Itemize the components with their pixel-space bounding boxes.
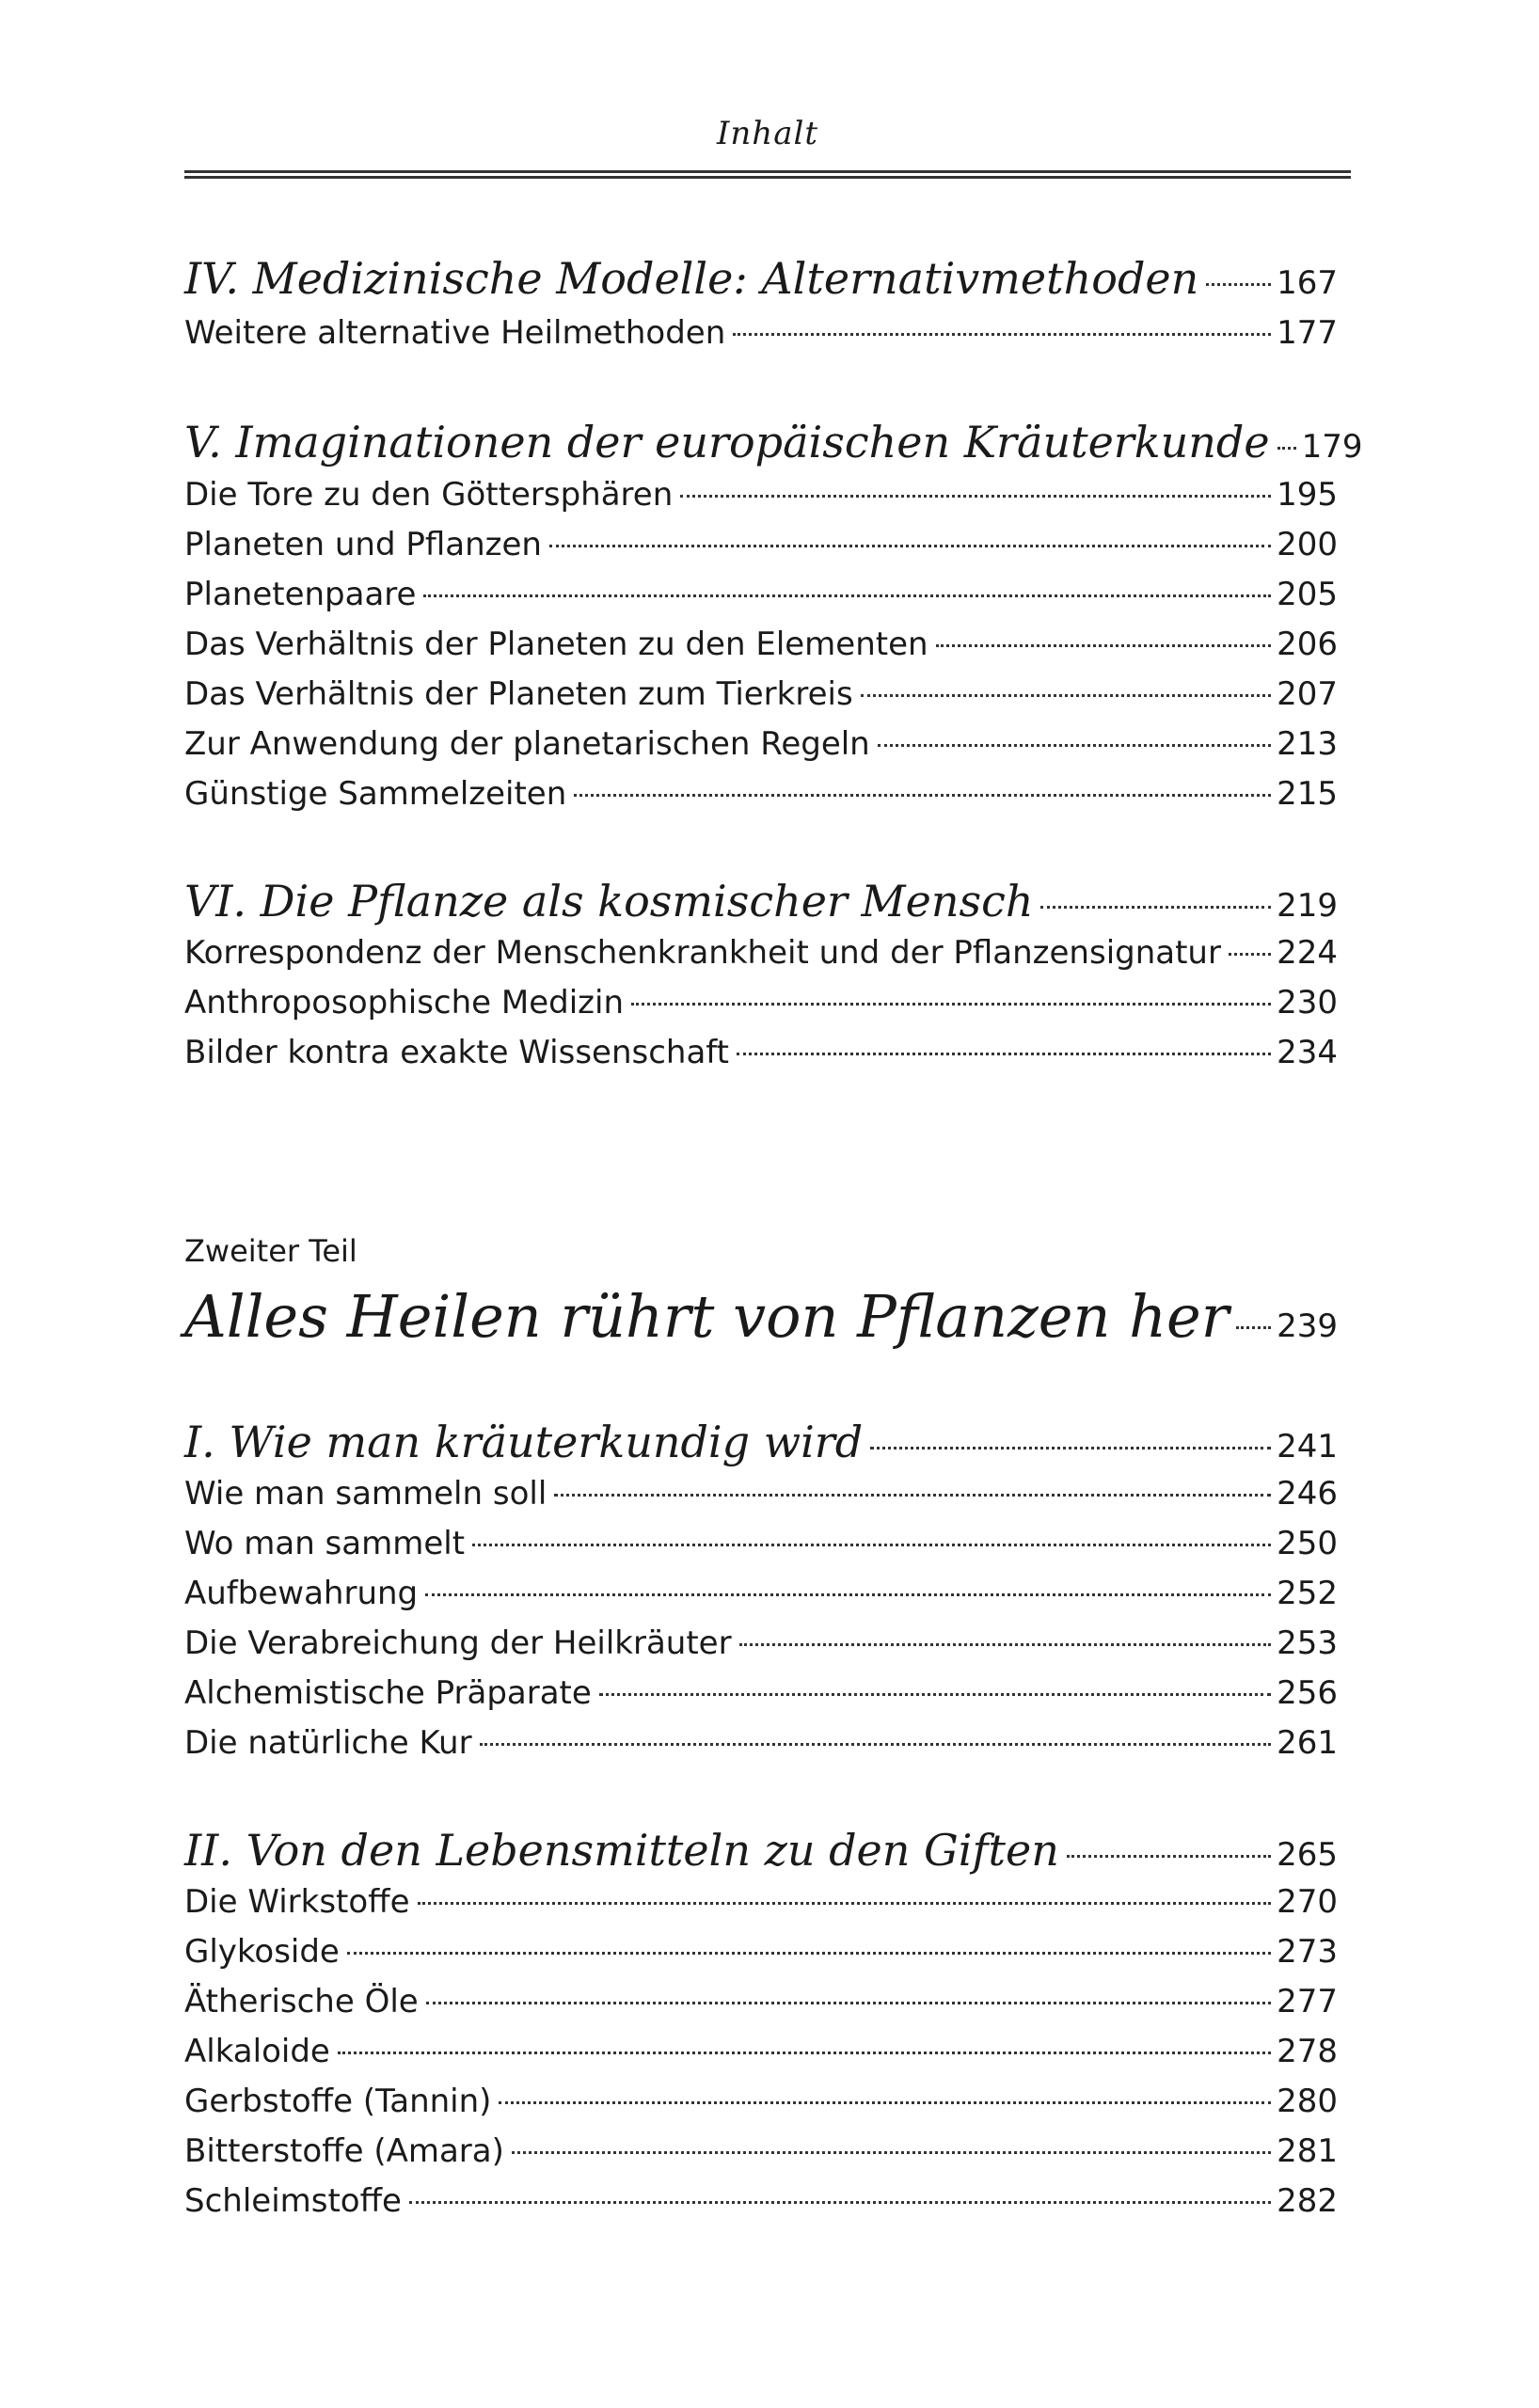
dot-leader — [631, 1003, 1271, 1006]
toc-page-number: 261 — [1277, 1724, 1338, 1762]
part-label: Zweiter Teil — [184, 1233, 357, 1269]
toc-page-number: 280 — [1277, 2083, 1338, 2120]
toc-chapter-6 — [184, 873, 1338, 929]
book-page — [184, 0, 1363, 2408]
toc-entry — [184, 472, 1338, 517]
toc-entry — [184, 1671, 1338, 1716]
dot-leader — [512, 2151, 1271, 2154]
dot-leader — [739, 1643, 1272, 1646]
toc-entry-title: Korrespondenz der Menschenkrankheit und der Pflanzensignatur — [184, 934, 1221, 972]
toc-entry-title: Alchemistische Präparate — [184, 1674, 592, 1712]
dot-leader — [472, 1544, 1271, 1546]
toc-entry — [184, 1979, 1338, 2024]
dot-leader — [480, 1743, 1272, 1746]
toc-entry — [184, 771, 1338, 816]
toc-entry-title: Bitterstoffe (Amara) — [184, 2132, 504, 2170]
toc-page-number: 253 — [1277, 1624, 1338, 1662]
dot-leader — [418, 1902, 1272, 1905]
toc-entry — [184, 721, 1338, 767]
toc-entry — [184, 1929, 1338, 1974]
toc-page-number: 270 — [1277, 1883, 1338, 1921]
dot-leader — [936, 644, 1272, 647]
dot-leader — [1277, 447, 1296, 450]
toc-entry-title: Die Tore zu den Göttersphären — [184, 476, 674, 514]
toc-entry-title: Wo man sammelt — [184, 1525, 466, 1562]
toc-page-number: 239 — [1277, 1307, 1338, 1345]
dot-leader — [733, 333, 1271, 336]
dot-leader — [554, 1494, 1271, 1497]
toc-page-number: 206 — [1277, 626, 1338, 663]
toc-entry-title: Glykoside — [184, 1933, 340, 1971]
toc-entry — [184, 1571, 1338, 1616]
toc-part-title: Alles Heilen rührt von Pflanzen her — [184, 1282, 1230, 1351]
toc-entry-title: Bilder kontra exakte Wissenschaft — [184, 1034, 730, 1071]
toc-entry — [184, 522, 1338, 567]
dot-leader — [870, 1447, 1271, 1450]
toc-entry — [184, 1521, 1338, 1566]
toc-page-number: 277 — [1277, 1983, 1338, 2020]
dot-leader — [1206, 283, 1271, 286]
toc-entry-title: Die natürliche Kur — [184, 1724, 472, 1762]
dot-leader — [1040, 906, 1271, 909]
toc-entry-title: Wie man sammeln soll — [184, 1475, 547, 1513]
dot-leader — [1067, 1855, 1271, 1858]
toc-chapter-title: II. Von den Lebensmitteln zu den Giften — [184, 1825, 1059, 1876]
toc-page-number: 252 — [1277, 1575, 1338, 1612]
toc-entry — [184, 980, 1338, 1025]
dot-leader — [1229, 953, 1271, 956]
dot-leader — [338, 2052, 1271, 2054]
toc-page-number: 207 — [1277, 675, 1338, 713]
toc-entry-title: Schleimstoffe — [184, 2182, 402, 2220]
toc-page-number: 215 — [1277, 775, 1338, 813]
toc-page-number: 278 — [1277, 2033, 1338, 2070]
toc-entry — [184, 1879, 1338, 1925]
toc-entry-title: Planetenpaare — [184, 576, 417, 613]
toc-chapter-title: IV. Medizinische Modelle: Alternativmethoden — [184, 253, 1199, 304]
toc-entry — [184, 672, 1338, 717]
toc-page-number: 205 — [1277, 576, 1338, 613]
toc-entry-title: Das Verhältnis der Planeten zu den Elementen — [184, 626, 928, 663]
toc-entry — [184, 1720, 1338, 1766]
dot-leader — [347, 1952, 1271, 1955]
toc-entry — [184, 1621, 1338, 1666]
toc-entry — [184, 2178, 1338, 2224]
toc-page-number: 177 — [1277, 314, 1338, 352]
toc-chapter-5 — [184, 414, 1363, 470]
toc-part2-chapter-2 — [184, 1822, 1338, 1878]
toc-page-number: 282 — [1277, 2182, 1338, 2220]
running-header: Inhalt — [716, 115, 819, 152]
toc-entry-title: Aufbewahrung — [184, 1575, 419, 1612]
toc-entry — [184, 1471, 1338, 1516]
toc-page-number: 179 — [1301, 428, 1363, 466]
toc-entry-title: Günstige Sammelzeiten — [184, 775, 567, 813]
toc-page-number: 219 — [1277, 887, 1338, 925]
dot-leader — [499, 2101, 1271, 2104]
dot-leader — [737, 1053, 1271, 1055]
dot-leader — [426, 2002, 1271, 2004]
toc-entry — [184, 572, 1338, 617]
dot-leader — [423, 594, 1271, 597]
toc-page-number: 224 — [1277, 934, 1338, 972]
dot-leader — [425, 1593, 1271, 1596]
toc-page-number: 213 — [1277, 725, 1338, 763]
toc-page-number: 241 — [1277, 1428, 1338, 1465]
dot-leader — [409, 2201, 1271, 2204]
toc-page-number: 265 — [1277, 1836, 1338, 1874]
dot-leader — [574, 794, 1271, 797]
toc-entry — [184, 930, 1338, 975]
toc-part2-chapter-1 — [184, 1414, 1338, 1470]
toc-entry-title: Zur Anwendung der planetarischen Regeln — [184, 725, 870, 763]
toc-entry-title: Die Wirkstoffe — [184, 1883, 410, 1921]
toc-page-number: 230 — [1277, 984, 1338, 1022]
toc-page-number: 195 — [1277, 476, 1338, 514]
dot-leader — [1236, 1326, 1271, 1329]
toc-entry — [184, 2029, 1338, 2074]
toc-page-number: 200 — [1277, 526, 1338, 563]
toc-page-number: 256 — [1277, 1674, 1338, 1712]
toc-page-number: 234 — [1277, 1034, 1338, 1071]
toc-entry-title: Alkaloide — [184, 2033, 330, 2070]
dot-leader — [680, 495, 1271, 498]
dot-leader — [549, 545, 1271, 547]
toc-chapter-4 — [184, 250, 1338, 307]
toc-page-number: 281 — [1277, 2132, 1338, 2170]
toc-entry-title: Weitere alternative Heilmethoden — [184, 314, 726, 352]
toc-entry — [184, 622, 1338, 667]
toc-entry — [184, 1030, 1338, 1075]
toc-entry-title: Ätherische Öle — [184, 1983, 419, 2020]
toc-entry — [184, 2129, 1338, 2174]
dot-leader — [861, 694, 1271, 697]
toc-part-2 — [184, 1279, 1338, 1354]
toc-entry-title: Planeten und Pflanzen — [184, 526, 542, 563]
toc-chapter-title: I. Wie man kräuterkundig wird — [184, 1417, 864, 1467]
toc-entry-title: Das Verhältnis der Planeten zum Tierkreis — [184, 675, 853, 713]
toc-chapter-title: VI. Die Pflanze als kosmischer Mensch — [184, 876, 1034, 927]
toc-page-number: 246 — [1277, 1475, 1338, 1513]
header-double-rule — [184, 170, 1351, 179]
toc-entry — [184, 310, 1338, 356]
toc-entry — [184, 2079, 1338, 2124]
toc-entry-title: Anthroposophische Medizin — [184, 984, 625, 1022]
dot-leader — [878, 744, 1271, 747]
toc-page-number: 167 — [1277, 264, 1338, 302]
toc-page-number: 273 — [1277, 1933, 1338, 1971]
toc-chapter-title: V. Imaginationen der europäischen Kräuterkunde — [184, 417, 1270, 467]
dot-leader — [599, 1693, 1271, 1696]
toc-entry-title: Gerbstoffe (Tannin) — [184, 2083, 492, 2120]
toc-page-number: 250 — [1277, 1525, 1338, 1562]
toc-entry-title: Die Verabreichung der Heilkräuter — [184, 1624, 732, 1662]
